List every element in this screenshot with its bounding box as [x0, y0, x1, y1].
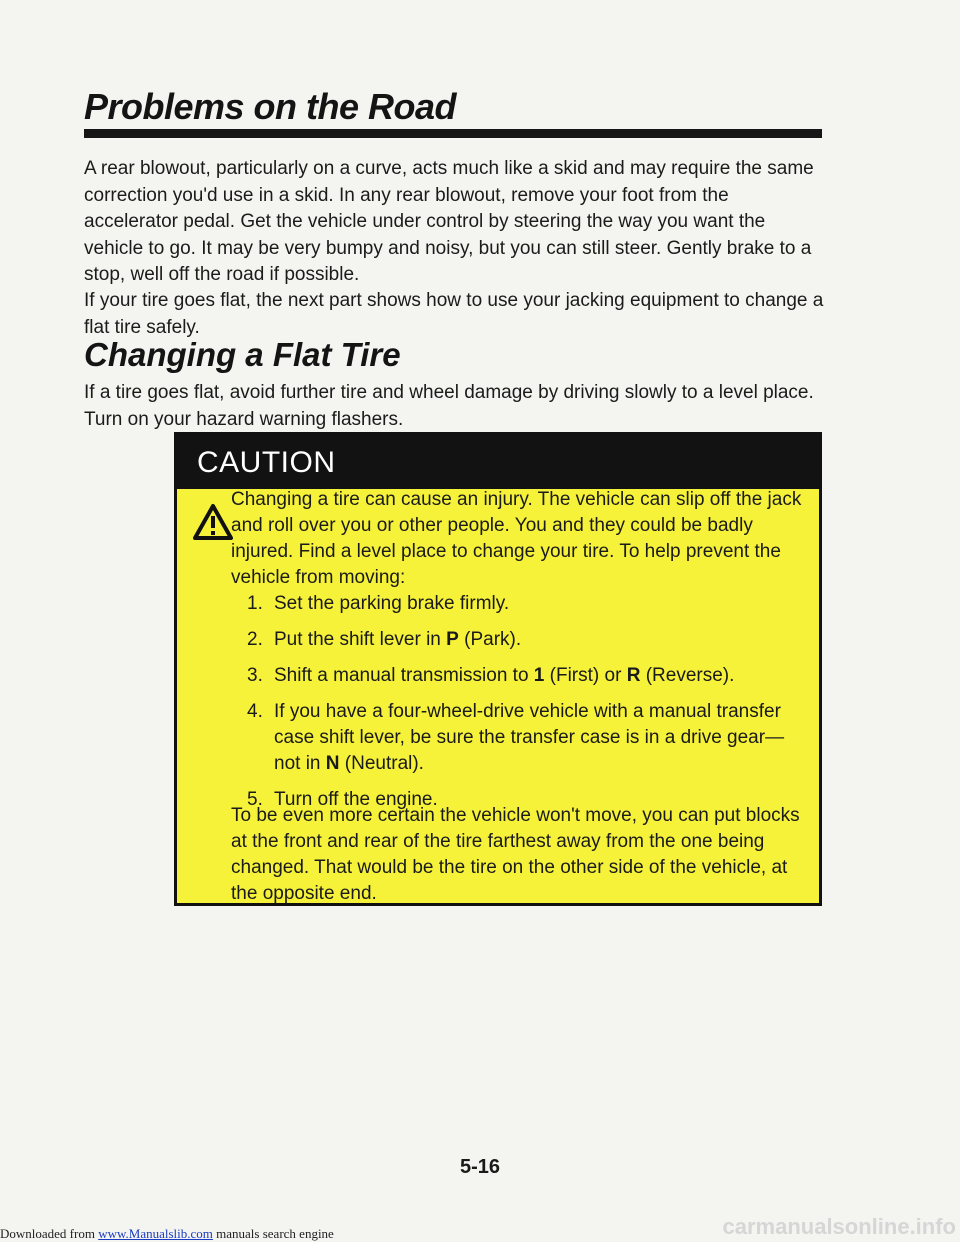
paragraph-flat-tire-intro: If your tire goes flat, the next part shows how to use your jacking equipment to change a flat tire safely.	[84, 290, 824, 338]
download-footer	[0, 1226, 334, 1242]
caution-header: CAUTION	[177, 435, 819, 489]
caution-intro: Changing a tire can cause an injury. The vehicle can slip off the jack and roll over you or other people. You and they could be badly injured. Find a level place to change your tire. To help prevent the vehicle from moving:	[231, 489, 802, 588]
caution-outro: To be even more certain the vehicle won't move, you can put blocks at the front and rear of the tire farthest away from the one being changed. That would be the tire on the other side of the vehicle, at the opposite end.	[231, 805, 800, 904]
footer-prefix: Downloaded from	[0, 1226, 99, 1241]
footer-suffix: manuals search engine	[212, 1226, 334, 1241]
step-number: 1.	[247, 593, 263, 614]
title-rule	[84, 129, 822, 138]
step-text: Put the shift lever in P (Park).	[274, 629, 522, 650]
step-number: 5.	[247, 789, 263, 810]
page-number: 5-16	[459, 1156, 501, 1178]
list-item	[247, 663, 797, 689]
manualslib-link[interactable]: www.Manualslib.com	[98, 1226, 213, 1241]
step-text: If you have a four-wheel-drive vehicle with a manual transfer case shift lever, be sure the transfer case is in a drive gear—not in N (Neutral).	[274, 701, 785, 774]
caution-box	[174, 432, 822, 906]
step-text: Turn off the engine.	[274, 789, 438, 810]
section-title: Problems on the Road	[84, 86, 457, 127]
warning-triangle-icon	[193, 503, 233, 541]
caution-steps	[247, 591, 797, 823]
step-text: Set the parking brake firmly.	[274, 593, 510, 614]
paragraph-level-place: If a tire goes flat, avoid further tire and wheel damage by driving slowly to a level place. Turn on your hazard warning flashers.	[84, 382, 814, 430]
list-item	[247, 699, 797, 777]
subsection-title: Changing a Flat Tire	[84, 336, 401, 373]
step-number: 3.	[247, 665, 263, 686]
list-item	[247, 591, 797, 617]
step-number: 4.	[247, 701, 263, 722]
step-text: Shift a manual transmission to 1 (First) or R (Reverse).	[274, 665, 735, 686]
paragraph-rear-blowout: A rear blowout, particularly on a curve, acts much like a skid and may require the same correction you'd use in a skid. In any rear blowout, remove your foot from the accelerator pedal. Get the vehicle under control by steering the way you want the vehicle to go. It may be very bumpy and noisy, but you can still steer. Gently brake to a stop, well off the road if possible.	[84, 158, 814, 285]
list-item	[247, 627, 797, 653]
watermark: carmanualsonline.info	[722, 1214, 956, 1239]
step-number: 2.	[247, 629, 263, 650]
